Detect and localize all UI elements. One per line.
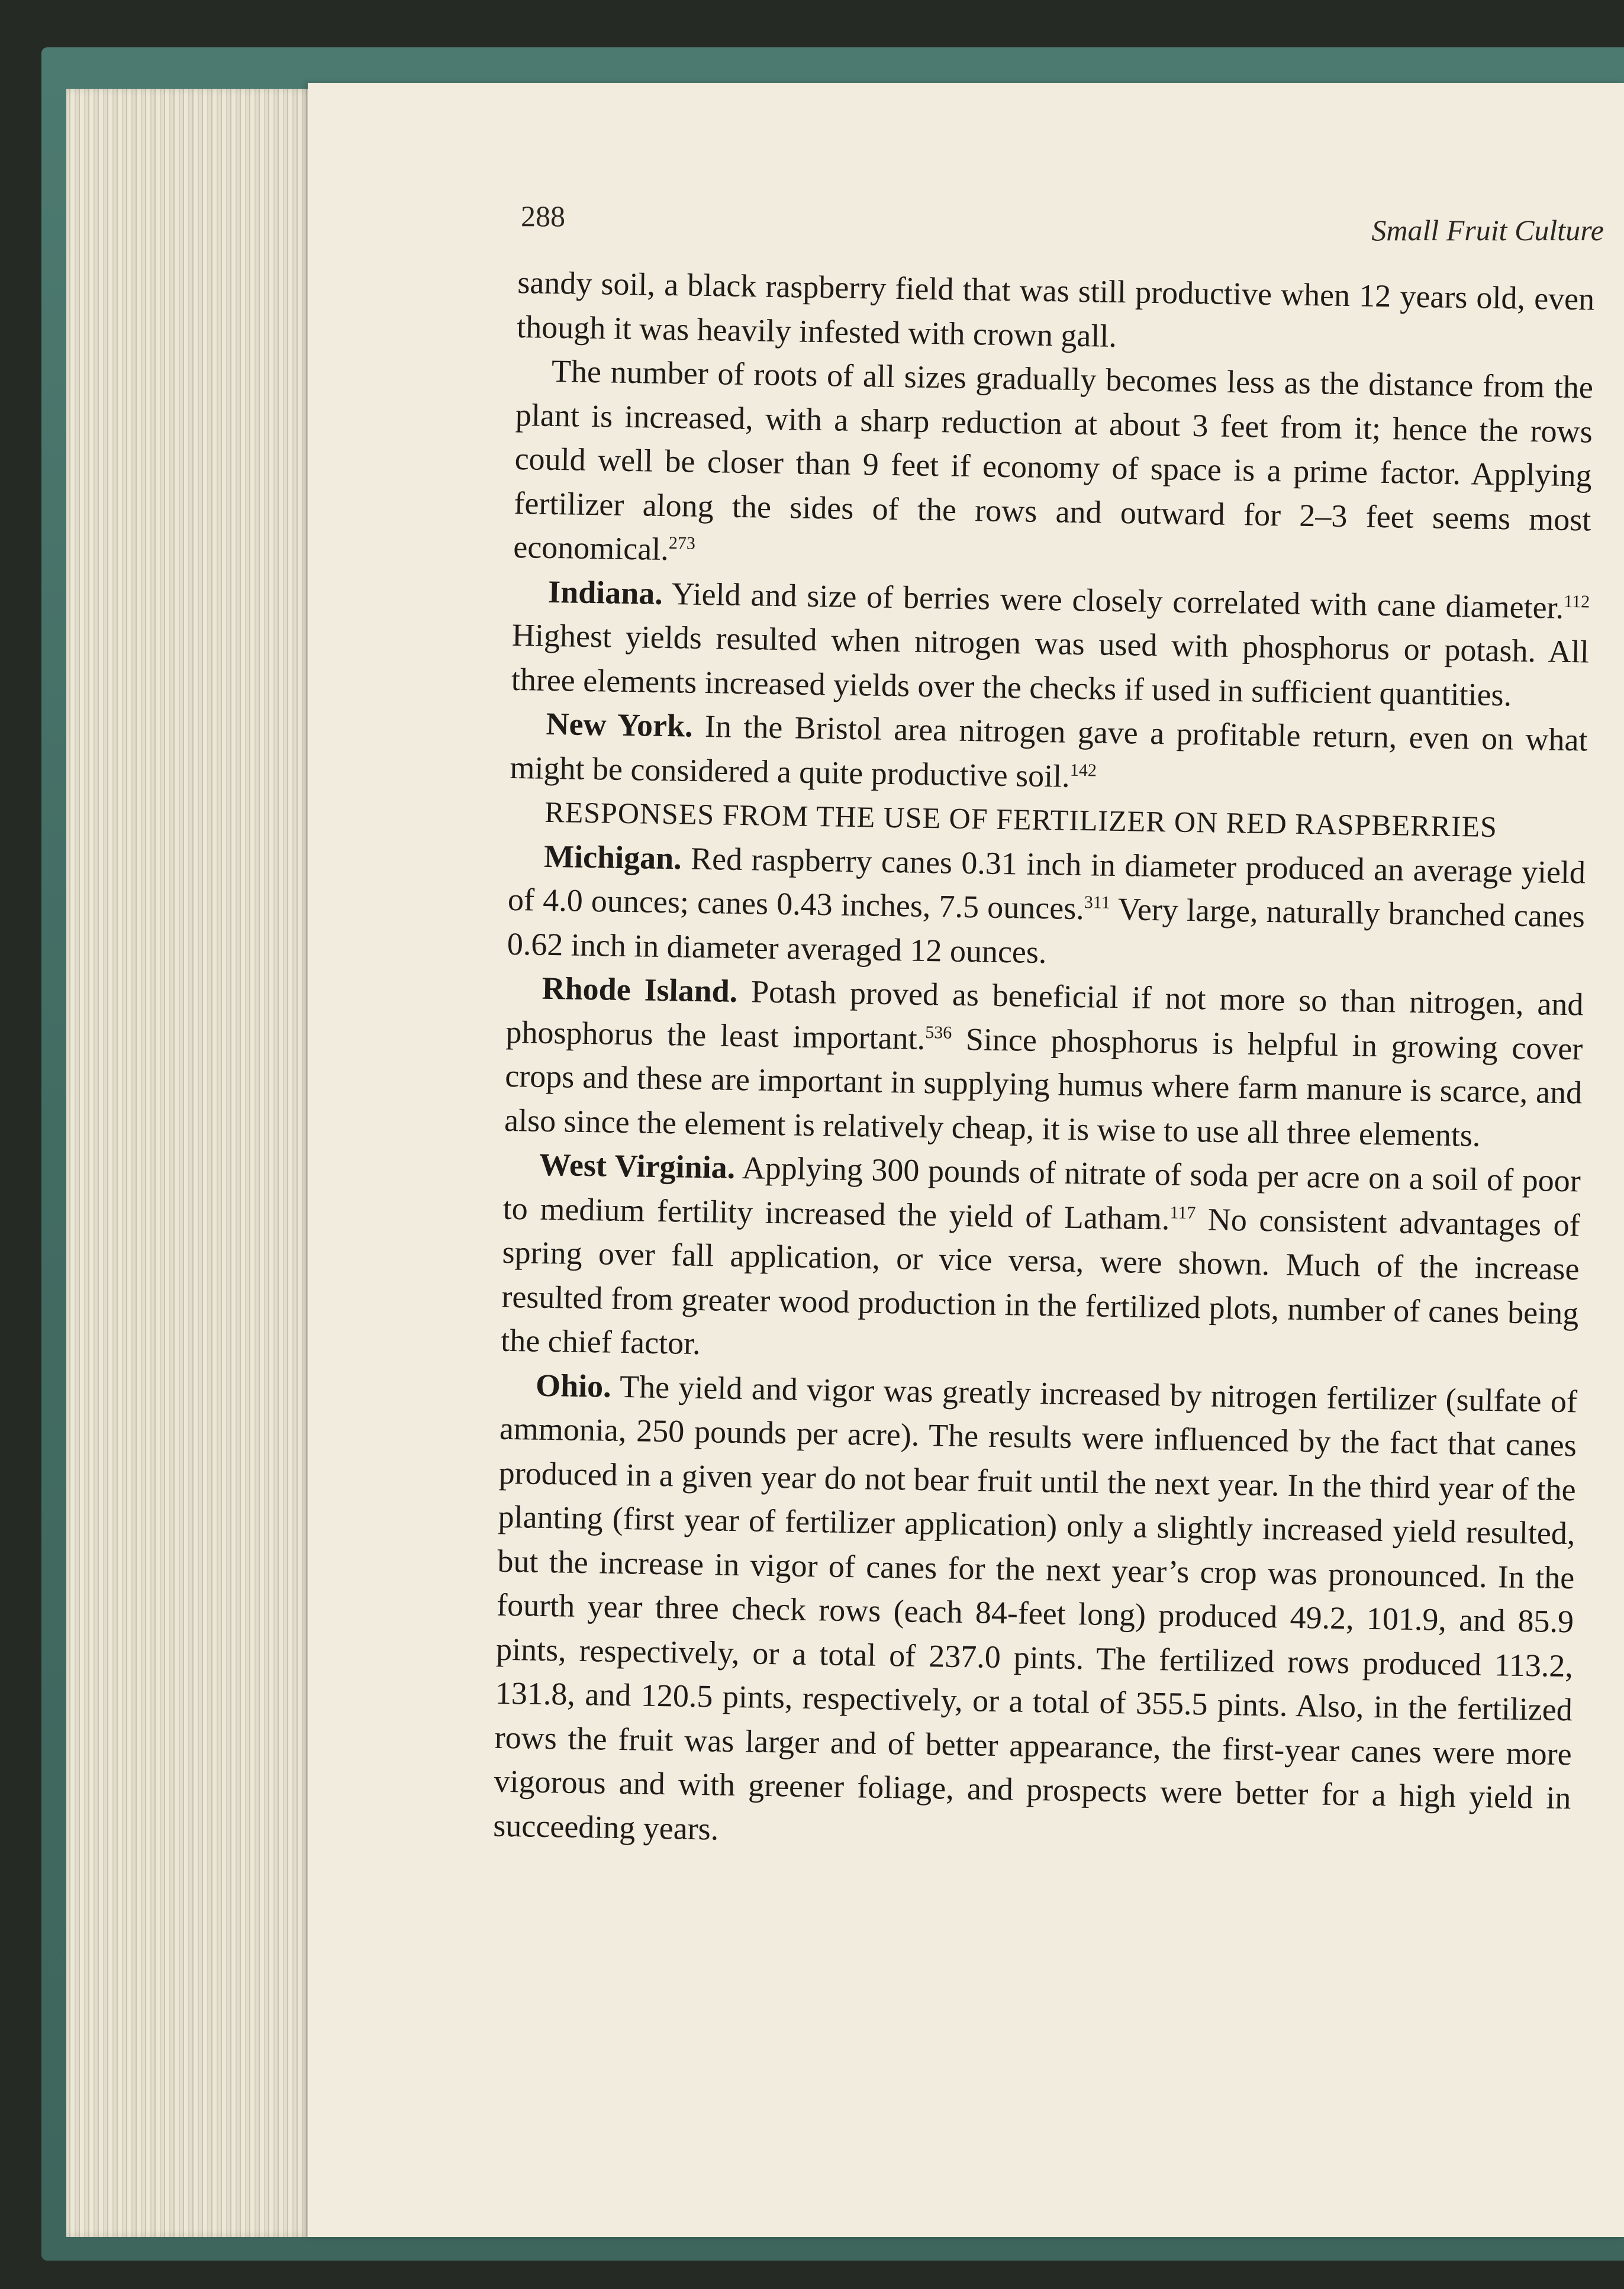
reference-number: 311 (1084, 892, 1111, 913)
paragraph-text: Since phosphorus is helpful in growing cover crops and these are important in supplying humus where farm manure is scarce, and also since the element is relatively cheap, it is wise to use all three elements. (504, 1021, 1583, 1153)
state-lead-michigan: Michigan. (543, 838, 682, 876)
reference-number: 142 (1069, 760, 1097, 780)
paragraph-rhode-island (504, 966, 1584, 1159)
paragraph-text: Applying 300 pounds of nitrate of soda per acre on a soil of poor to medium fertility increased the yield of Latham. (502, 1149, 1581, 1236)
paragraph-text: Red raspberry canes 0.31 inch in diameter produced an average yield of 4.0 ounces; canes 0.43 inches, 7.5 ounces. (507, 840, 1586, 927)
state-lead-indiana: Indiana. (547, 573, 663, 611)
page-edges (66, 89, 315, 2237)
body-text (493, 260, 1595, 1864)
reference-number: 117 (1169, 1202, 1196, 1223)
paragraph-roots (513, 349, 1594, 586)
paragraph-continuation (517, 260, 1595, 366)
section-heading: RESPONSES FROM THE USE OF FERTILIZER ON RED RASPBERRIES (544, 795, 1498, 844)
reference-number: 536 (925, 1022, 952, 1043)
reference-number: 273 (668, 533, 696, 553)
paragraph-ohio (493, 1362, 1578, 1864)
paragraph-text: Potash proved as beneficial if not more so than nitrogen, and phosphorus the least important. (505, 973, 1584, 1056)
page-header (521, 195, 1610, 249)
paragraph-text: Very large, naturally branched canes 0.62 inch in diameter averaged 12 ounces. (507, 891, 1586, 970)
paragraph-text: In the Bristol area nitrogen gave a profitable return, even on what might be considered a quite productive soil. (510, 708, 1588, 794)
running-head: Small Fruit Culture (1371, 214, 1604, 247)
paragraph-new-york (510, 701, 1588, 807)
paragraph-text: sandy soil, a black raspberry field that was still productive when 12 years old, even though it was heavily infested with crown gall. (516, 264, 1595, 354)
state-lead-ohio: Ohio. (535, 1367, 612, 1404)
paragraph-text: The yield and vigor was greatly increased by nitrogen fertilizer (sulfate of ammonia, 250 pounds per acre). The results were influenced by the fact that canes produced in a given year do not bear fruit until the next year. In the third year of the planting (first year of fertilizer application) only a slightly increased yield resulted, but the increase in vigor of canes for the next year’s crop was pronounced. In the fourth year three check rows (each 84-feet long) produced 49.2, 101.9, and 85.9 pints, respectively, or a total of 237.0 pints. The fertilized rows produced 113.2, 131.8, and 120.5 pints, respectively, or a total of 355.5 pints. Also, in the fertilized rows the fruit was larger and of better appearance, the first-year canes were more vigorous and with greener foliage, and prospects were better for a high yield in succeeding years. (492, 1368, 1578, 1847)
paragraph-west-virginia (501, 1142, 1581, 1379)
reference-number: 112 (1564, 591, 1590, 612)
state-lead-west-virginia: West Virginia. (539, 1146, 736, 1185)
paragraph-michigan (507, 833, 1586, 982)
page-number: 288 (521, 199, 565, 233)
paragraph-indiana (511, 569, 1590, 718)
paragraph-text: Yield and size of berries were closely correlated with cane diameter. (662, 575, 1564, 626)
paragraph-text: The number of roots of all sizes gradually becomes less as the distance from the plant is increased, with a sharp reduction at about 3 feet from it; hence the rows could well be closer than 9 feet if economy of space is a prime factor. Applying fertilizer along the sides of the rows and outward for 2–3 feet seems most economical. (513, 353, 1594, 568)
paragraph-text: No consistent advantages of spring over fall application, or vice versa, were shown. Much of the increase resulted from greater wood production in the fertilized plots, number of canes being the chief factor. (500, 1201, 1581, 1362)
paragraph-text: Highest yields resulted when nitrogen was used with phosphorus or potash. All three elements increased yields over the checks if used in sufficient quantities. (511, 617, 1590, 713)
state-lead-rhode-island: Rhode Island. (542, 970, 738, 1009)
state-lead-new-york: New York. (546, 705, 694, 744)
